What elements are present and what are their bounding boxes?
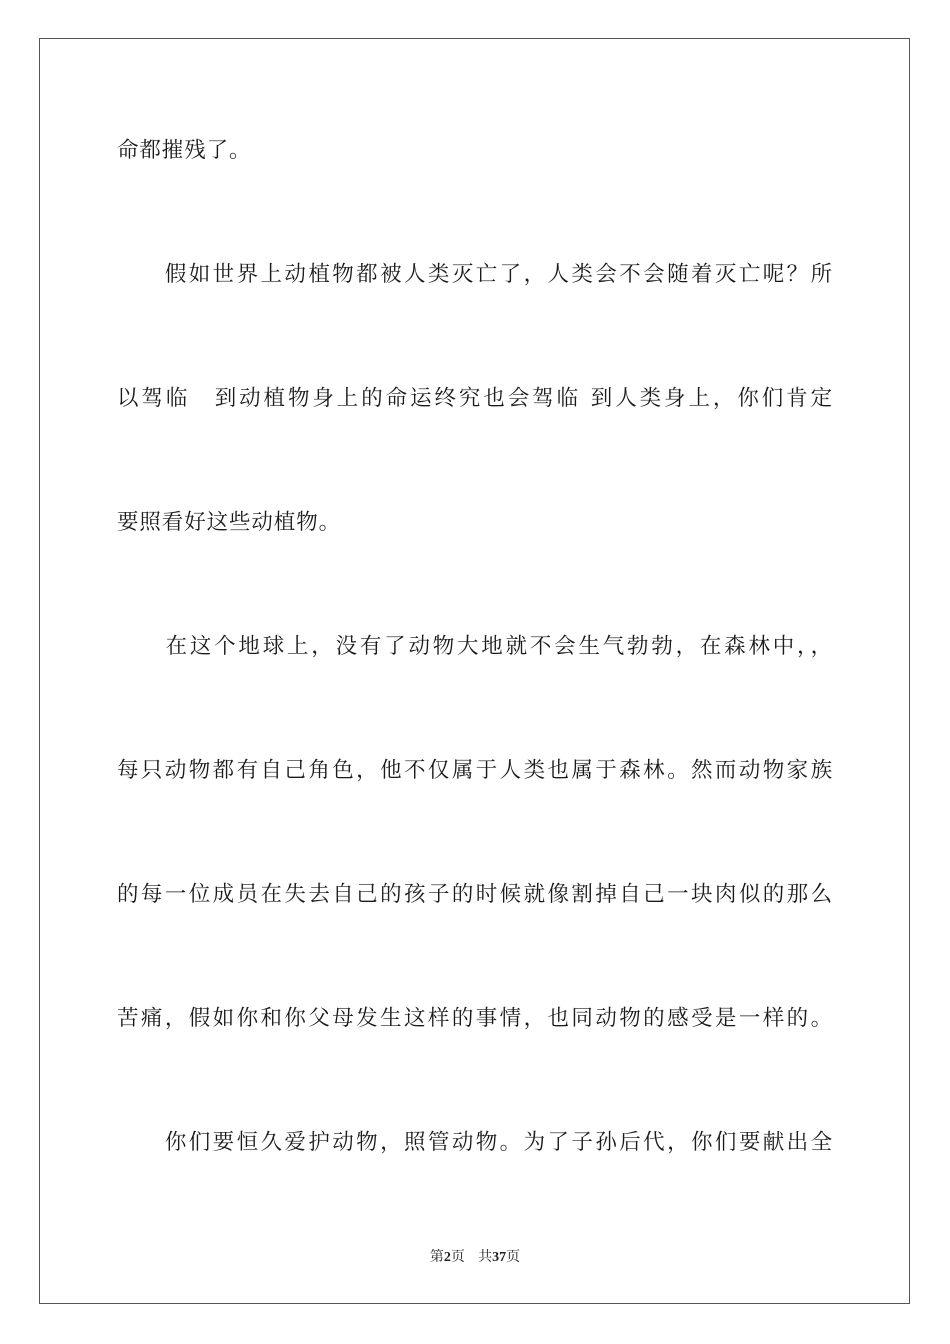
text-line: 在这个地球上，没有了动物大地就不会生气勃勃，在森林中，， [117,634,833,659]
page-suffix: 页 [450,1249,465,1265]
page-border [39,38,910,1304]
text-line: 每只动物都有自己角色，他不仅属于人类也属于森林。然而动物家族 [117,758,833,783]
text-line: 的每一位成员在失去自己的孩子的时候就像割掉自己一块肉似的那么 [117,882,833,907]
page-footer [0,1248,950,1267]
text-line: 你们要恒久爱护动物，照管动物。为了子孙后代，你们要献出全 [117,1130,833,1155]
page-prefix: 第 [429,1249,444,1265]
total-suffix: 页 [506,1249,521,1265]
text-line: 以驾临 到动植物身上的命运终究也会驾临 到人类身上，你们肯定 [117,386,833,411]
text-line: 要照看好这些动植物。 [117,510,342,535]
text-line: 命都摧残了。 [117,138,252,163]
text-line: 苦痛，假如你和你父母发生这样的事情，也同动物的感受是一样的。 [117,1006,833,1031]
total-pages: 37 [492,1250,507,1265]
total-prefix: 共 [478,1249,493,1265]
page-number: 2 [443,1250,451,1265]
text-line: 假如世界上动植物都被人类灭亡了，人类会不会随着灭亡呢？所 [117,262,833,287]
